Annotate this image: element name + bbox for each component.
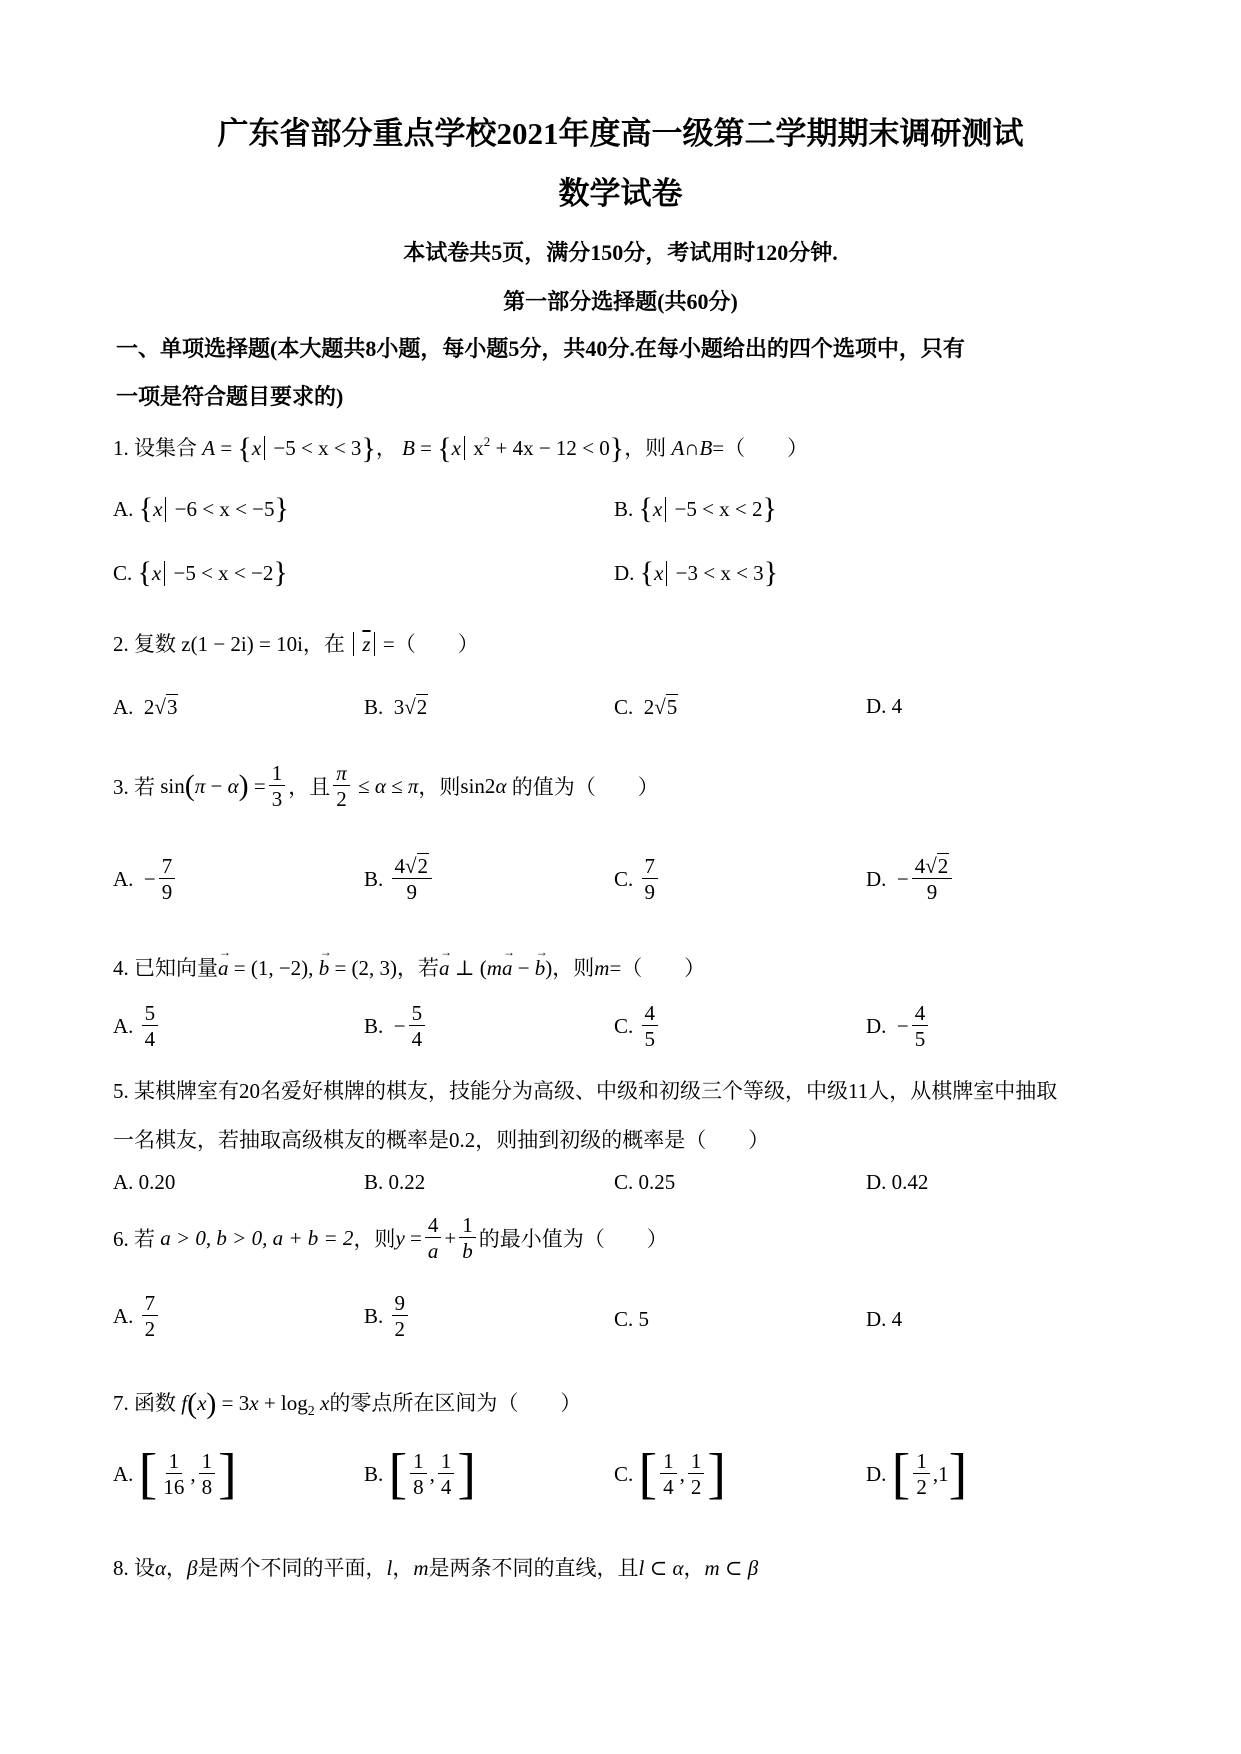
question-6: 6. 若 a > 0, b > 0, a + b = 2 ，则 y = $\frac{4}{a}$ + $\frac{1}{b}$ 的最小值为（ ） xyxy=(113,1213,668,1264)
q7-option-d[interactable]: D. [ $\frac{1}{2}$ ,1 ] xyxy=(866,1443,968,1505)
q4-option-d[interactable]: D. − $\frac{4}{5}$ xyxy=(866,1002,931,1050)
q7-option-b[interactable]: B. [ $\frac{1}{8}$ , $\frac{1}{4}$ ] xyxy=(364,1443,477,1505)
q2-option-a[interactable]: A. 2√ 3 xyxy=(113,694,178,719)
q6-option-a[interactable]: A. $\frac{7}{2}$ xyxy=(113,1292,161,1340)
q6-option-c[interactable]: C. 5 xyxy=(614,1307,650,1331)
q3-option-b[interactable]: B. $\frac{4√2}{9}$ xyxy=(364,855,435,903)
part-title: 第一部分选择题(共60分) xyxy=(503,289,738,314)
question-8: 8. 设α，β是两个不同的平面，l，m是两条不同的直线，且l ⊂ α，m ⊂ β xyxy=(113,1556,759,1580)
q7-option-a[interactable]: A. [ $\frac{1}{16}$ , $\frac{1}{8}$ ] xyxy=(113,1443,237,1505)
q4-option-c[interactable]: C. $\frac{4}{5}$ xyxy=(614,1002,661,1050)
q3-option-c[interactable]: C. $\frac{7}{9}$ xyxy=(614,855,661,903)
exam-title: 广东省部分重点学校2021年度高一级第二学期期末调研测试 xyxy=(217,116,1024,151)
question-1: 1. 设集合 A = {x −5 < x < 3}， B = {x $x^2 + 4x - 12 < 0$}，则 A∩B=（ ） xyxy=(113,432,809,465)
question-5-line1: 5. 某棋牌室有20名爱好棋牌的棋友，技能分为高级、中级和初级三个等级，中级11人，从棋牌室中抽取 xyxy=(113,1079,1058,1103)
q1-option-c[interactable]: C. { x −5 < x < −2 } xyxy=(113,556,288,589)
question-7: 7. 函数 $f(x) = 3x + \log_2 x$的零点所在区间为（ ） xyxy=(113,1387,582,1420)
q3-option-d[interactable]: D. − $\frac{4√2}{9}$ xyxy=(866,855,955,903)
question-4: 4. 已知向量→ a = (1, −2), → b = (2, 3)，若→ a ⊥ (m→ a − → b)，则m=（ ） xyxy=(113,952,705,982)
q2-option-d[interactable]: D. 4 xyxy=(866,694,903,718)
section-heading-line1: 一、单项选择题(本大题共8小题，每小题5分，共40分.在每小题给出的四个选项中，只有 xyxy=(116,336,965,361)
q3-option-a[interactable]: A. − $\frac{7}{9}$ xyxy=(113,855,178,903)
section-heading-line2: 一项是符合题目要求的) xyxy=(116,384,344,409)
q1-option-b[interactable]: B. { x −5 < x < 2 } xyxy=(614,492,777,525)
question-5-line2: 一名棋友，若抽取高级棋友的概率是0.2，则抽到初级的概率是（ ） xyxy=(113,1128,770,1152)
q5-option-a[interactable]: A. 0.20 xyxy=(113,1170,176,1194)
q4-option-a[interactable]: A. $\frac{5}{4}$ xyxy=(113,1002,161,1050)
q5-option-b[interactable]: B. 0.22 xyxy=(364,1170,426,1194)
q5-option-c[interactable]: C. 0.25 xyxy=(614,1170,676,1194)
exam-subtitle: 数学试卷 xyxy=(558,176,683,211)
question-3: 3. 若 sin ( π − α ) = $\frac{1}{3}$ ，且 $\frac{\pi}{2}$ ≤ α ≤ π ，则 sin2 α 的值为（ ） xyxy=(113,761,659,812)
q2-option-c[interactable]: C. 2√ 5 xyxy=(614,694,678,719)
q1-option-a[interactable]: A. { x −6 < x < −5 } xyxy=(113,492,289,525)
exam-info: 本试卷共5页，满分150分，考试用时120分钟. xyxy=(403,240,838,265)
q7-option-c[interactable]: C. [ $\frac{1}{4}$ , $\frac{1}{2}$ ] xyxy=(614,1443,727,1505)
question-2: 2. 复数 z(1 − 2i) = 10i，在 $\overline{z}$ =（ ） xyxy=(113,632,479,656)
q6-option-d[interactable]: D. 4 xyxy=(866,1307,903,1331)
q6-option-b[interactable]: B. $\frac{9}{2}$ xyxy=(364,1292,411,1340)
q4-option-b[interactable]: B. − $\frac{5}{4}$ xyxy=(364,1002,428,1050)
q5-option-d[interactable]: D. 0.42 xyxy=(866,1170,929,1194)
q2-option-b[interactable]: B. 3√ 2 xyxy=(364,694,428,719)
q1-option-d[interactable]: D. { x −3 < x < 3 } xyxy=(614,556,779,589)
